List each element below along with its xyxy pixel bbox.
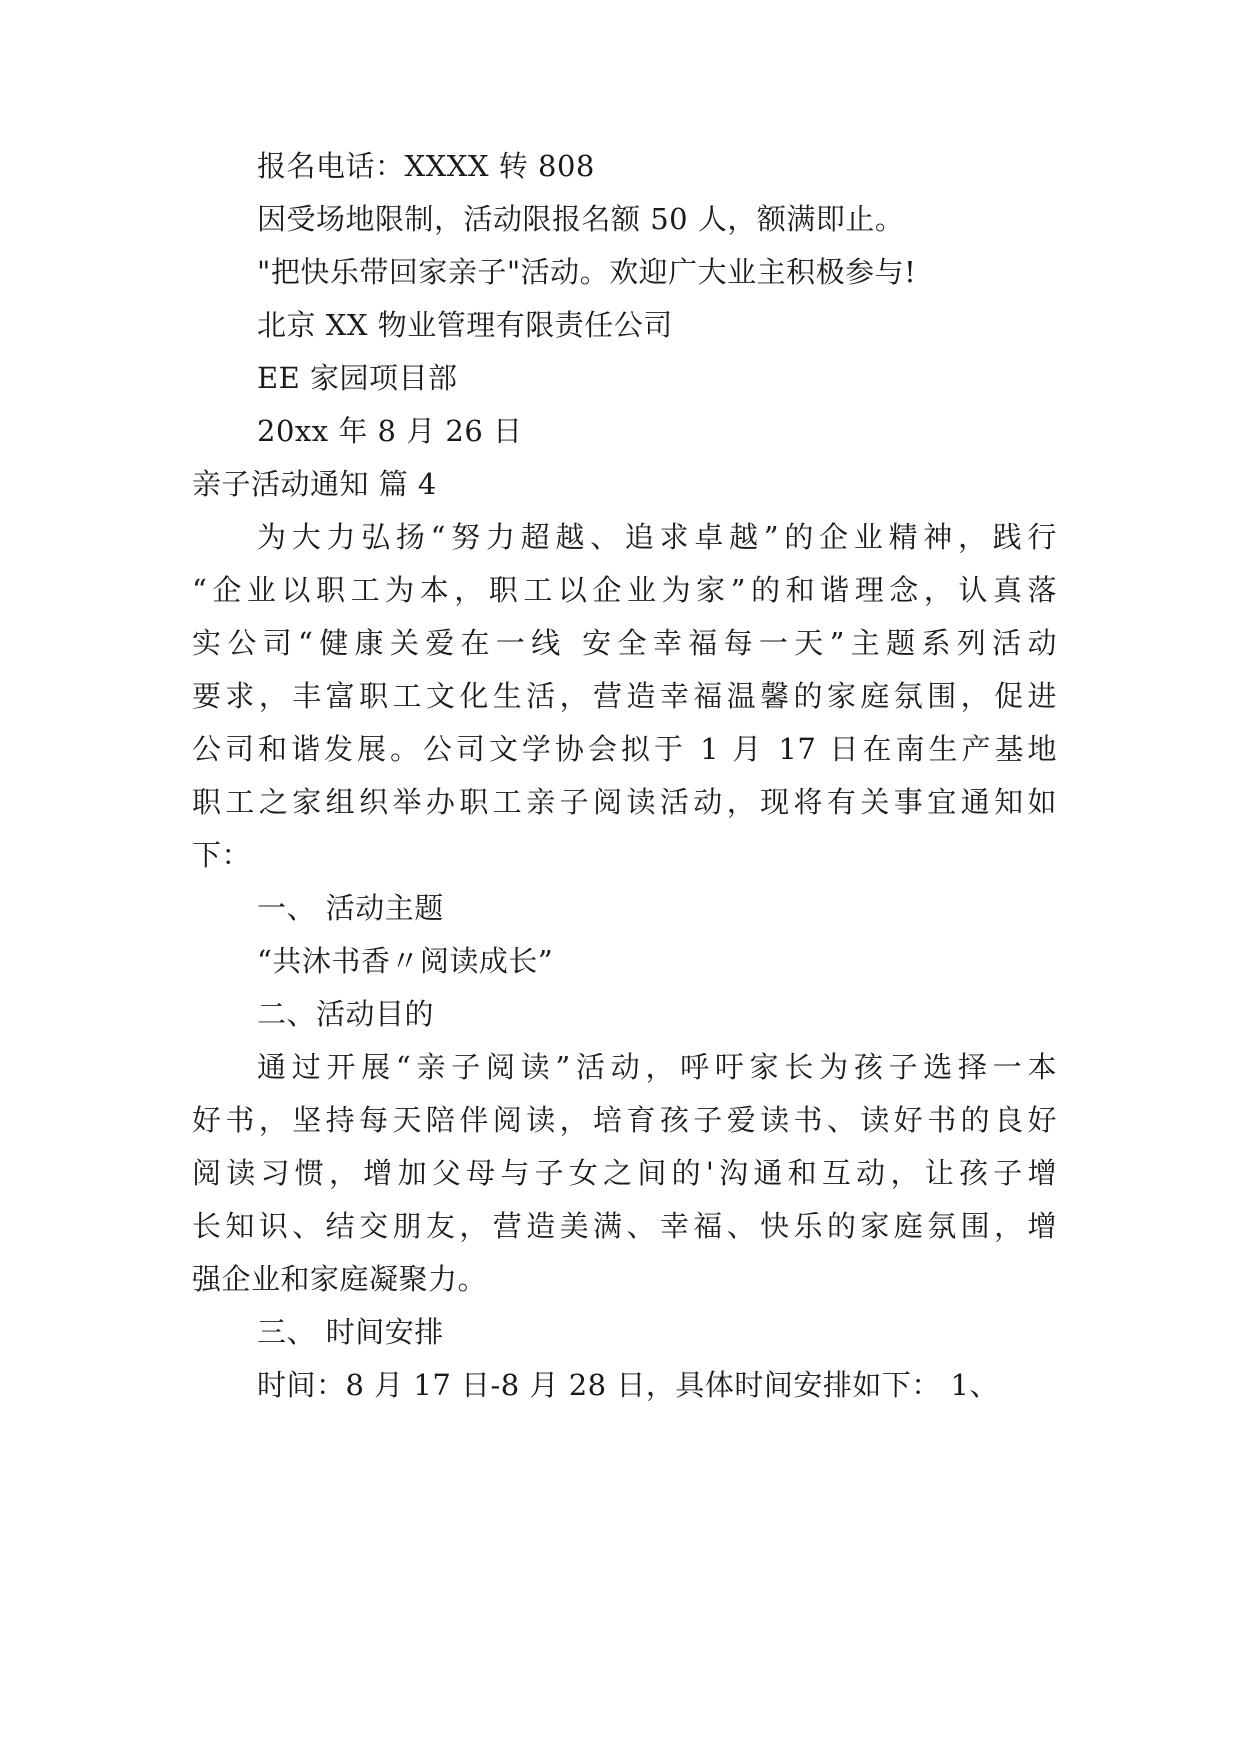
item1-body: “共沐书香〃阅读成长” [257,944,554,978]
item3-title: 三、 时间安排 [257,1315,444,1349]
intro-paragraph-line: 职工之家组织举办职工亲子阅读活动，现将有关事宜通知如 [192,785,1057,819]
venue-limit-note: 因受场地限制，活动限报名额 50 人，额满即止。 [257,202,905,236]
item1-title: 一、 活动主题 [257,891,444,925]
section-heading: 亲子活动通知 篇 4 [192,467,437,501]
company-name: 北京 XX 物业管理有限责任公司 [257,308,673,342]
welcome-note: "把快乐带回家亲子"活动。欢迎广大业主积极参与! [257,255,917,289]
notice-date: 20xx 年 8 月 26 日 [257,414,523,448]
intro-paragraph-line: 要求，丰富职工文化生活，营造幸福温馨的家庭氛围，促进 [192,679,1057,713]
item3-body: 时间：8 月 17 日-8 月 28 日，具体时间安排如下： 1、 [257,1368,999,1402]
registration-phone: 报名电话：XXXX 转 808 [257,149,595,183]
intro-paragraph-line: 公司和谐发展。公司文学协会拟于 1 月 17 日在南生产基地 [192,732,1057,766]
intro-paragraph-line: 为大力弘扬“努力超越、追求卓越”的企业精神，践行 [257,520,1057,554]
item2-paragraph-line: 强企业和家庭凝聚力。 [192,1262,488,1296]
intro-paragraph-line: “企业以职工为本，职工以企业为家”的和谐理念，认真落 [192,573,1057,607]
item2-paragraph-line: 好书，坚持每天陪伴阅读，培育孩子爱读书、读好书的良好 [192,1103,1057,1137]
project-department: EE 家园项目部 [257,361,458,395]
item2-paragraph-line: 阅读习惯，增加父母与子女之间的'沟通和互动，让孩子增 [192,1156,1057,1190]
item2-paragraph-line: 长知识、结交朋友，营造美满、幸福、快乐的家庭氛围，增 [192,1209,1057,1243]
intro-paragraph-line: 下： [192,838,252,872]
intro-paragraph-line: 实公司“健康关爱在一线 安全幸福每一天”主题系列活动 [192,626,1057,660]
item2-title: 二、活动目的 [257,997,435,1031]
item2-paragraph-line: 通过开展“亲子阅读”活动，呼吁家长为孩子选择一本 [257,1050,1057,1084]
